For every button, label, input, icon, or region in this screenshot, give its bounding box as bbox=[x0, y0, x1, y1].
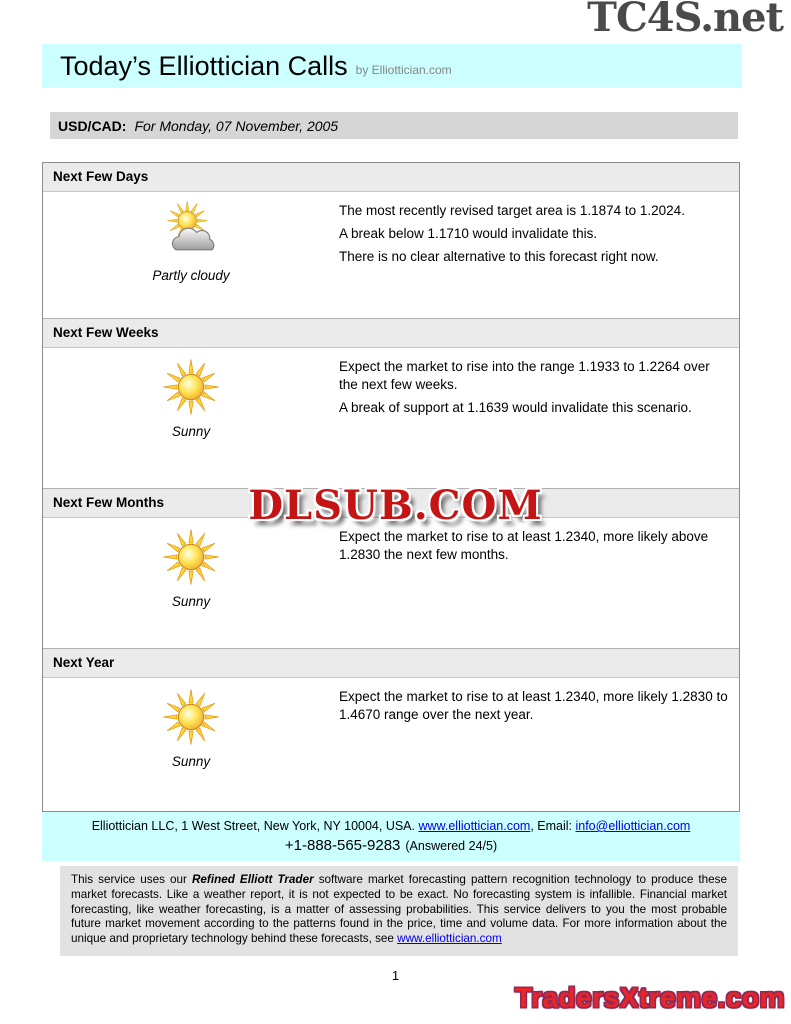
email-link[interactable]: info@elliottician.com bbox=[575, 819, 691, 833]
section-header: Next Few Days bbox=[43, 163, 739, 192]
tradersxtreme-watermark: TradersXtreme.com bbox=[515, 982, 785, 1013]
forecast-text bbox=[339, 348, 739, 488]
section-header: Next Few Weeks bbox=[43, 318, 739, 348]
product-name: Refined Elliott Trader bbox=[191, 873, 314, 886]
weather-caption: Partly cloudy bbox=[152, 268, 230, 283]
weather-caption: Sunny bbox=[171, 594, 211, 609]
forecast-line: Expect the market to rise into the range 1.1933 to 1.2264 over the next few weeks. bbox=[339, 359, 710, 392]
forecast-text bbox=[339, 518, 739, 648]
report-date: For Monday, 07 November, 2005 bbox=[134, 117, 339, 134]
weather-icon-column bbox=[43, 348, 339, 488]
report-header bbox=[42, 44, 742, 88]
disclaimer-box bbox=[60, 866, 738, 956]
weather-icon-column bbox=[43, 518, 339, 648]
forecast-line: A break of support at 1.1639 would invalidate this scenario. bbox=[339, 400, 692, 415]
forecast-line: The most recently revised target area is 1.1874 to 1.2024. bbox=[339, 203, 685, 218]
contact-address-line bbox=[42, 819, 740, 833]
section-header: Next Few Months bbox=[43, 488, 739, 518]
forecast-line: There is no clear alternative to this forecast right now. bbox=[339, 249, 659, 264]
tc4s-watermark: TC4S.net bbox=[587, 0, 783, 41]
partly-cloudy-icon bbox=[161, 201, 221, 261]
pair-label: USD/CAD: bbox=[58, 117, 127, 134]
forecast-section-next-year bbox=[43, 648, 739, 811]
contact-phone-line bbox=[42, 837, 740, 855]
phone-availability: (Answered 24/5) bbox=[405, 839, 498, 853]
sunny-icon bbox=[161, 357, 221, 417]
disclaimer-website-link[interactable]: www.elliottician.com bbox=[397, 932, 502, 946]
sunny-icon bbox=[161, 527, 221, 587]
disclaimer-text: software market forecasting pattern recognition technology to produce these market forecasts. Like a weather report, it is not expected to be exact. No forecasting system is infallible. Financial market forecasting, like weather forecasting, is a matter of assessing probabilities. This service delivers to you the most probable future market movement according to the patterns found in the price, time and volume data. For more information about the unique and proprietary technology behind these forecasts, see bbox=[71, 873, 728, 946]
weather-caption: Sunny bbox=[171, 754, 211, 769]
contact-address: Elliottician LLC, 1 West Street, New York, NY 10004, USA. bbox=[91, 819, 419, 833]
weather-icon-column bbox=[43, 192, 339, 318]
section-header: Next Year bbox=[43, 648, 739, 678]
contact-email-label: , Email: bbox=[530, 819, 576, 833]
forecast-line: A break below 1.1710 would invalidate this. bbox=[339, 226, 598, 241]
sunny-icon bbox=[161, 687, 221, 747]
forecast-text bbox=[339, 678, 739, 811]
page-number: 1 bbox=[391, 968, 400, 983]
weather-icon-column bbox=[43, 678, 339, 811]
byline: by Elliottician.com bbox=[355, 63, 452, 77]
forecast-text bbox=[339, 192, 739, 318]
website-link[interactable]: www.elliottician.com bbox=[418, 819, 531, 833]
contact-band bbox=[42, 812, 740, 861]
forecast-section-next-few-weeks bbox=[43, 318, 739, 488]
forecast-line: Expect the market to rise to at least 1.2340, more likely 1.2830 to 1.4670 range over the next year. bbox=[339, 689, 728, 722]
forecast-section-next-few-days bbox=[43, 163, 739, 318]
dlsub-watermark: DLSUB.COM bbox=[248, 482, 543, 529]
page-title: Today’s Elliottician Calls bbox=[60, 50, 348, 81]
phone-number: +1-888-565-9283 bbox=[284, 837, 401, 854]
forecast-line: Expect the market to rise to at least 1.2340, more likely above 1.2830 the next few months. bbox=[339, 529, 709, 562]
weather-caption: Sunny bbox=[171, 424, 211, 439]
disclaimer-text: This service uses our bbox=[71, 873, 192, 886]
instrument-bar bbox=[50, 112, 738, 139]
